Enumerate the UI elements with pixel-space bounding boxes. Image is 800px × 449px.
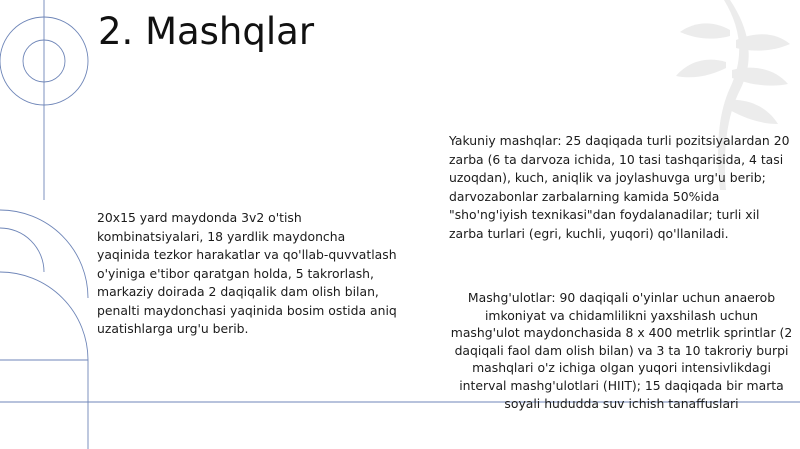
left-paragraph: 20x15 yard maydonda 3v2 o'tish kombinatsiyalari, 18 yardlik maydoncha yaqinida tezkor harakatlar va qo'llab-quvvatlash o'yiniga e'tibor qaratgan holda, 5 takrorlash, markaziy doirada 2 daqiqalik dam olish bilan, penalti maydonchasi yaqinida bosim ostida aniq uzatishlarga urg'u berib. [97, 210, 397, 336]
slide-title: 2. Mashqlar [98, 10, 315, 53]
right-bottom-paragraph: Mashg'ulotlar: 90 daqiqali o'yinlar uchun anaerob imkoniyat va chidamlilikni yaxshilash uchun mashg'ulot maydonchasida 8 x 400 metrlik sprintlar (2 daqiqali faol dam olish bilan) va 3 ta 10 takroriy burpi mashqlari o'z ichiga olgan yuqori intensivlikdagi interval mashg'ulotlari (HIIT); 15 daqiqada bir marta soyali hududda suv ichish tanaffuslari [450, 290, 793, 411]
right-top-paragraph: Yakuniy mashqlar: 25 daqiqada turli pozitsiyalardan 20 zarba (6 ta darvoza ichida, 10 tasi tashqarisida, 4 tasi uzoqdan), kuch, aniqlik va joylashuvga urg'u berib; darvozabonlar zarbalarning kamida 50%ida "sho'ng'iyish texnikasi"dan foydalanadilar; turli xil zarba turlari (egri, kuchli, yuqori) qo'llaniladi. [449, 133, 790, 241]
deco-arc-upper [0, 210, 88, 298]
deco-arc-mid [0, 228, 44, 272]
deco-arc-lower [0, 272, 88, 449]
